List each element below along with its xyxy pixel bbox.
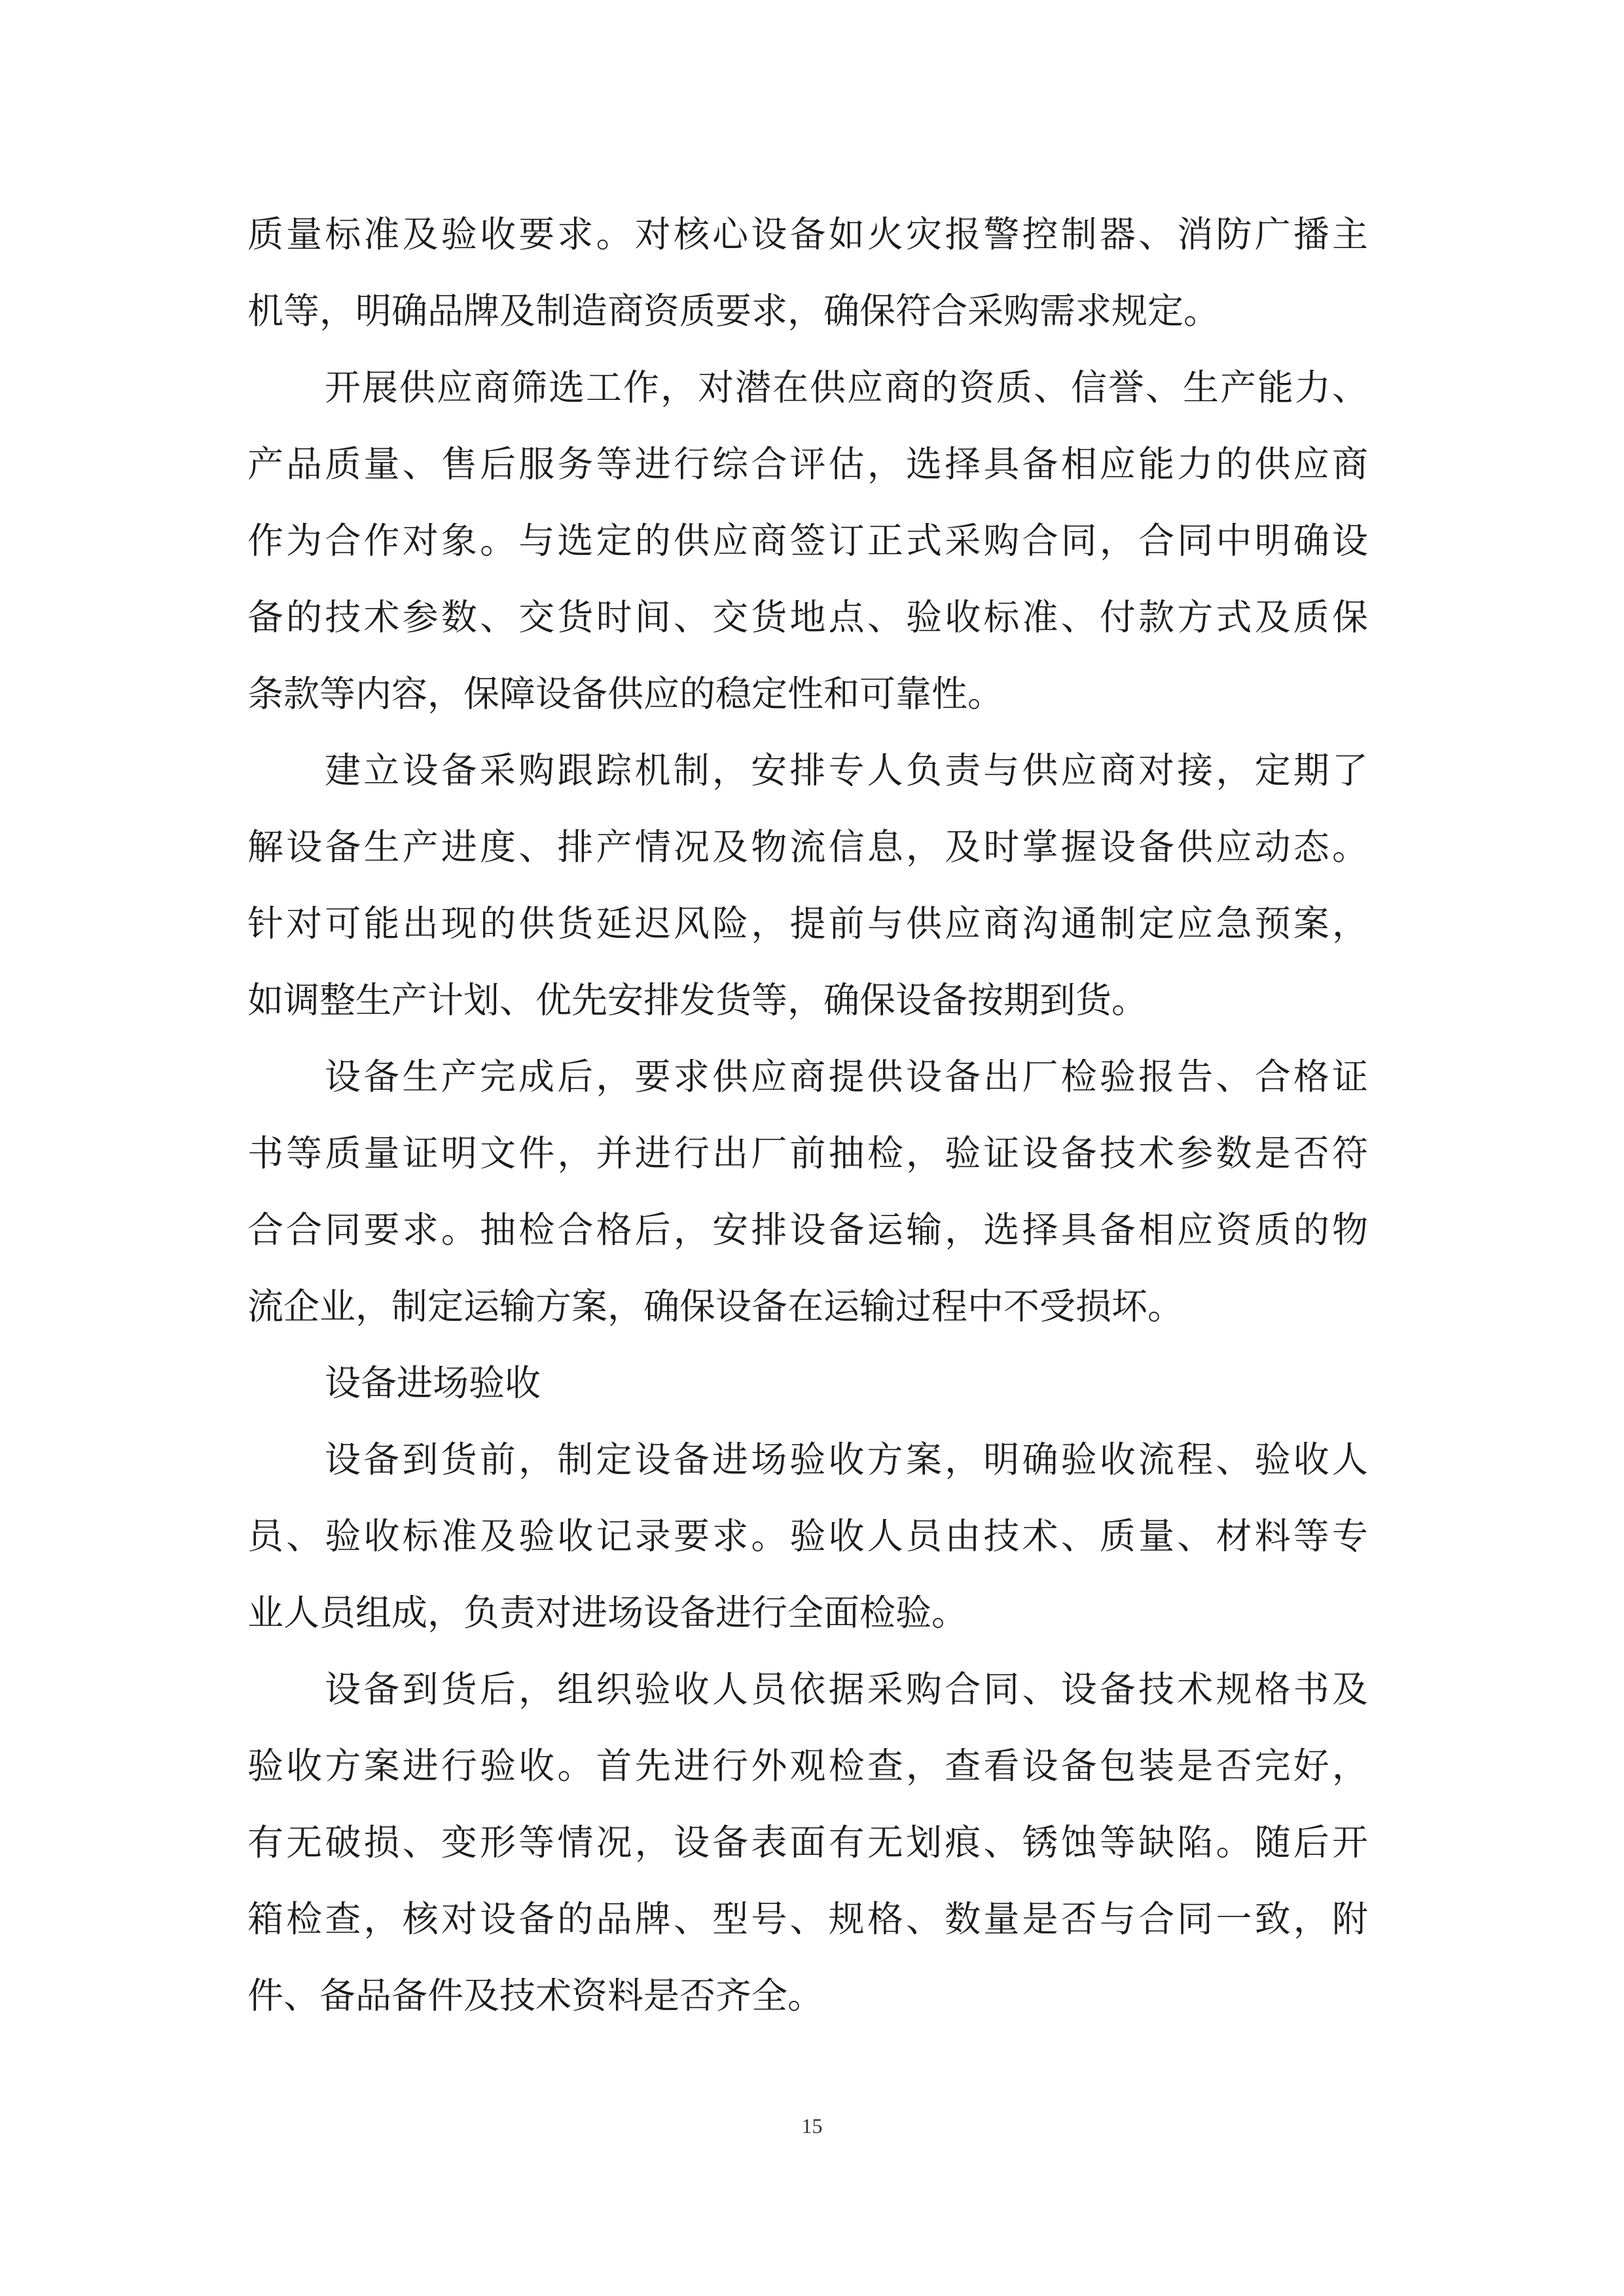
paragraph <box>247 732 1368 1039</box>
paragraph <box>247 350 1368 732</box>
text-line: 箱检查，核对设备的品牌、型号、规格、数量是否与合同一致，附 <box>247 1898 1368 1940</box>
text-line: 解设备生产进度、排产情况及物流信息，及时掌握设备供应动态。 <box>247 826 1368 868</box>
paragraph <box>247 1422 1368 1651</box>
paragraph <box>247 196 1368 350</box>
text-line: 件、备品备件及技术资料是否齐全。 <box>247 1975 824 2017</box>
text-line: 产品质量、售后服务等进行综合评估，选择具备相应能力的供应商 <box>247 443 1368 485</box>
text-line: 流企业，制定运输方案，确保设备在运输过程中不受损坏。 <box>247 1285 1184 1327</box>
paragraph <box>247 1651 1368 2034</box>
text-line: 质量标准及验收要求。对核心设备如火灾报警控制器、消防广播主 <box>247 213 1368 255</box>
text-line: 如调整生产计划、优先安排发货等，确保设备按期到货。 <box>247 979 1148 1021</box>
paragraph <box>247 1039 1368 1345</box>
page-number: 15 <box>801 2114 823 2138</box>
text-line: 有无破损、变形等情况，设备表面有无划痕、锈蚀等缺陷。随后开 <box>247 1821 1368 1863</box>
text-line: 针对可能出现的供货延迟风险，提前与供应商沟通制定应急预案， <box>247 903 1368 944</box>
section-heading <box>247 1345 1368 1422</box>
text-line: 员、验收标准及验收记录要求。验收人员由技术、质量、材料等专 <box>247 1515 1368 1557</box>
text-line: 机等，明确品牌及制造商资质要求，确保符合采购需求规定。 <box>247 290 1220 332</box>
text-line: 设备生产完成后，要求供应商提供设备出厂检验报告、合格证 <box>325 1056 1368 1098</box>
text-line: 验收方案进行验收。首先进行外观检查，查看设备包装是否完好， <box>247 1745 1368 1787</box>
text-line: 开展供应商筛选工作，对潜在供应商的资质、信誉、生产能力、 <box>325 367 1368 408</box>
text-line: 设备到货前，制定设备进场验收方案，明确验收流程、验收人 <box>325 1439 1368 1480</box>
text-line: 合合同要求。抽检合格后，安排设备运输，选择具备相应资质的物 <box>247 1209 1368 1251</box>
body-text <box>247 196 1368 2034</box>
text-line: 业人员组成，负责对进场设备进行全面检验。 <box>247 1592 968 1634</box>
text-line: 设备进场验收 <box>325 1362 541 1404</box>
text-line: 备的技术参数、交货时间、交货地点、验收标准、付款方式及质保 <box>247 596 1368 638</box>
text-line: 条款等内容，保障设备供应的稳定性和可靠性。 <box>247 673 1004 715</box>
text-line: 建立设备采购跟踪机制，安排专人负责与供应商对接，定期了 <box>325 749 1368 791</box>
text-line: 设备到货后，组织验收人员依据采购合同、设备技术规格书及 <box>325 1668 1368 1710</box>
text-line: 书等质量证明文件，并进行出厂前抽检，验证设备技术参数是否符 <box>247 1132 1368 1174</box>
text-line: 作为合作对象。与选定的供应商签订正式采购合同，合同中明确设 <box>247 520 1368 562</box>
